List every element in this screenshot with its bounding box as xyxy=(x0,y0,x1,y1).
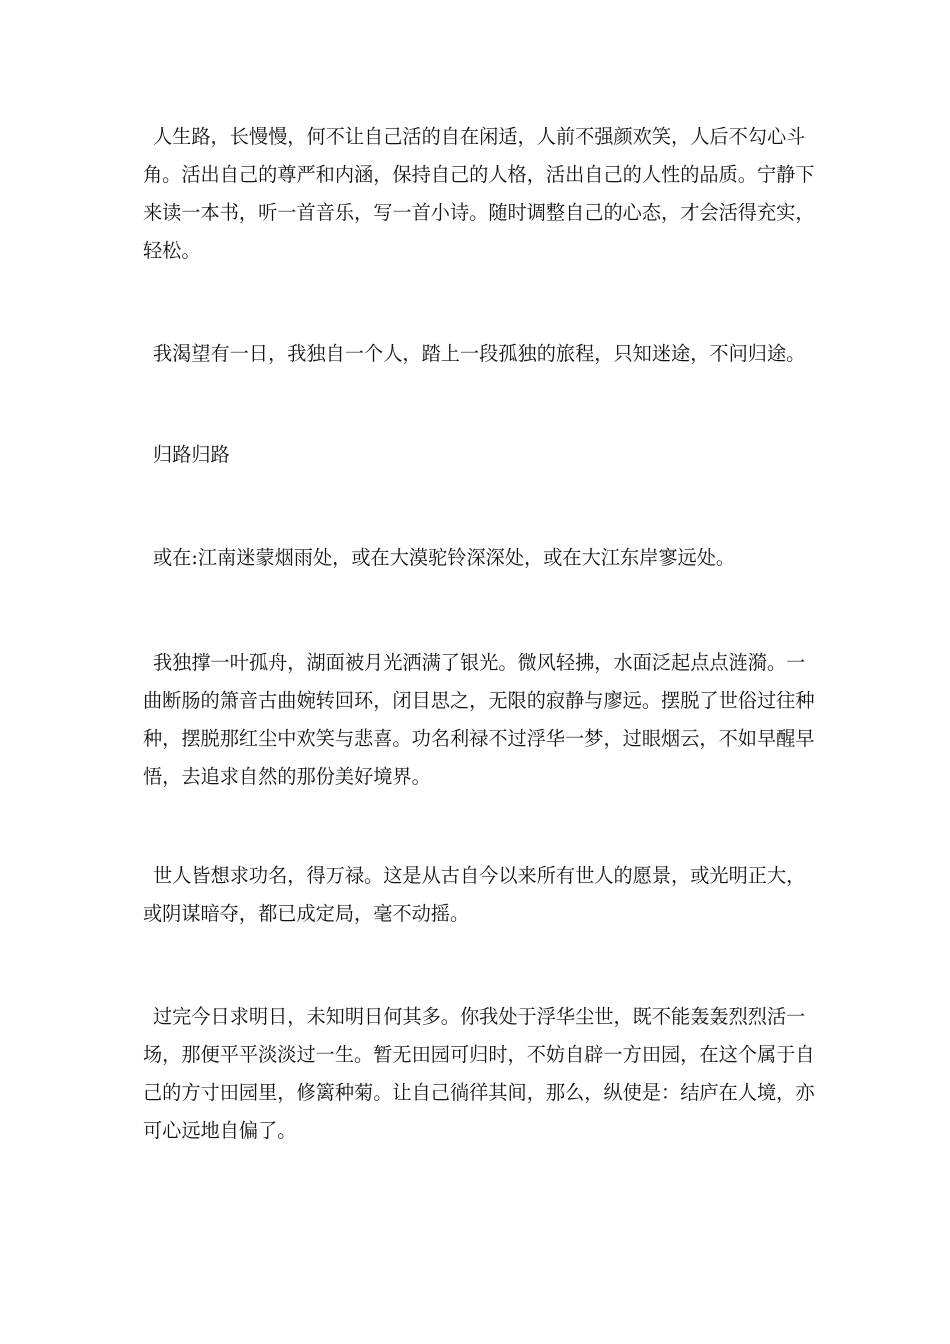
paragraph-7: 过完今日求明日，未知明日何其多。你我处于浮华尘世，既不能轰轰烈烈活一场，那便平平淡淡过一生。暂无田园可归时，不妨自辟一方田园，在这个属于自己的方寸田园里，修篱种菊。让自己徜徉其间，那么，纵使是：结庐在人境，亦可心远地自偏了。 xyxy=(143,1005,815,1142)
paragraph-4: 或在:江南迷蒙烟雨处，或在大漠驼铃深深处，或在大江东岸寥远处。 xyxy=(153,546,736,569)
paragraph-5: 我独撑一叶孤舟，湖面被月光洒满了银光。微风轻拂，水面泛起点点涟漪。一曲断肠的箫音古曲婉转回环，闭目思之，无限的寂静与廖远。摆脱了世俗过往种种，摆脱那红尘中欢笑与悲喜。功名利禄不过浮华一梦，过眼烟云，不如早醒早悟，去追求自然的那份美好境界。 xyxy=(143,651,815,788)
paragraph-2: 我渴望有一日，我独自一个人，踏上一段孤独的旅程，只知迷途，不问归途。 xyxy=(153,342,806,365)
paragraph-1: 人生路，长慢慢，何不让自己活的自在闲适，人前不强颜欢笑，人后不勾心斗角。活出自己的尊严和内涵，保持自己的人格，活出自己的人性的品质。宁静下来读一本书，听一首音乐，写一首小诗。随时调整自己的心态，才会活得充实，轻松。 xyxy=(143,125,815,262)
paragraph-3: 归路归路 xyxy=(153,443,230,466)
paragraph-6: 世人皆想求功名，得万禄。这是从古自今以来所有世人的愿景，或光明正大，或阴谋暗夺，都已成定局，毫不动摇。 xyxy=(143,864,806,925)
